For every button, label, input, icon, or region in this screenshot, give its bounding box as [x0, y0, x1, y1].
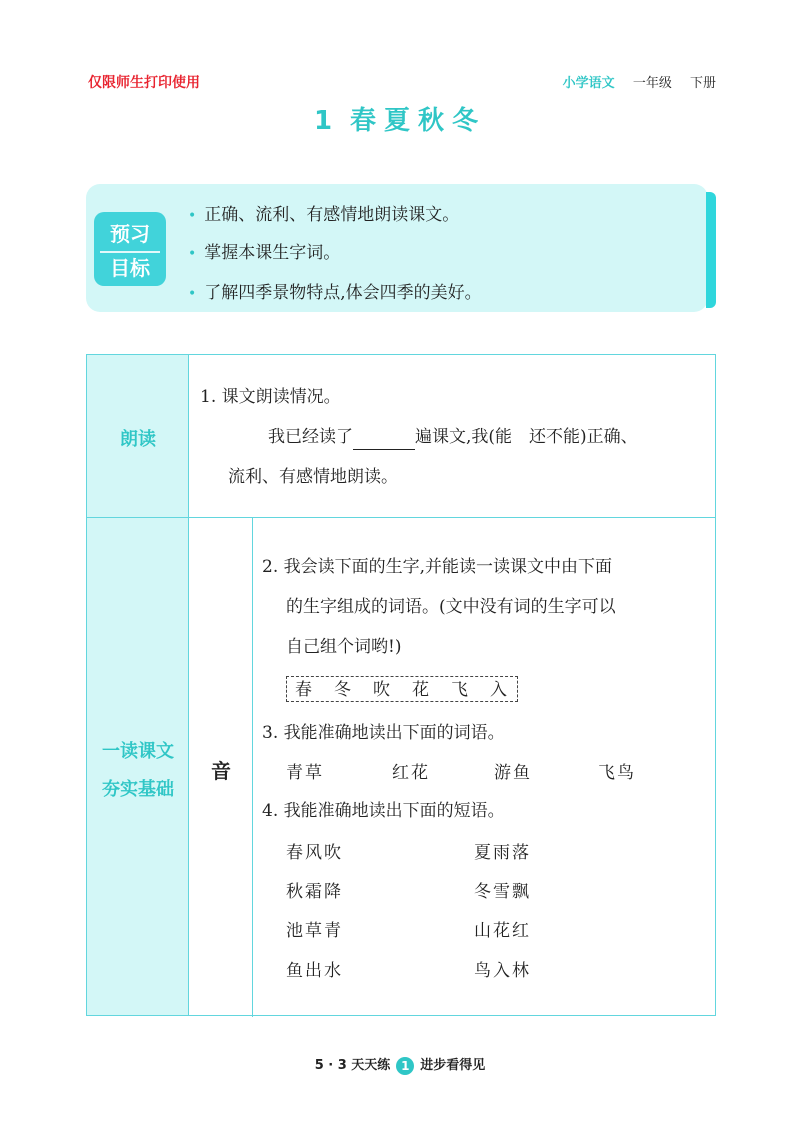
word-item: 飞鸟: [598, 763, 636, 783]
question-1-line1: 我已经读了 遍课文,我(能 还不能)正确、: [268, 424, 638, 450]
goal-item: • 正确、流利、有感情地朗读课文。: [188, 205, 460, 225]
footer-slogan: 进步看得见: [420, 1058, 486, 1073]
word-item: 青草: [286, 763, 324, 783]
volume-label: 下册: [689, 76, 716, 91]
read-count-blank[interactable]: [353, 431, 415, 450]
goals-side-stripe: [706, 192, 716, 308]
question-2-line1: 2. 我会读下面的生字,并能读一读课文中由下面: [262, 557, 613, 577]
question-2-line2: 的生字组成的词语。(文中没有词的生字可以: [286, 597, 616, 617]
phrase-item: 山花红: [474, 921, 531, 941]
phrase-item: 鱼出水: [286, 961, 343, 981]
sound-subcolumn: [189, 517, 253, 1017]
question-3-title: 3. 我能准确地读出下面的词语。: [262, 723, 505, 743]
goals-badge: [94, 212, 166, 286]
goal-item: • 了解四季景物特点,体会四季的美好。: [188, 283, 482, 303]
row-divider: [87, 517, 715, 518]
question-4-title: 4. 我能准确地读出下面的短语。: [262, 801, 505, 821]
section-basics-label: 一读课文 夯实基础: [102, 741, 174, 800]
sound-label: 音: [211, 759, 231, 783]
goal-item: • 掌握本课生字词。: [188, 243, 341, 263]
grade-label: 一年级: [632, 76, 672, 91]
phrase-item: 春风吹: [286, 843, 343, 863]
goals-badge-line1: 预习: [110, 222, 150, 246]
phrase-item: 秋霜降: [286, 882, 343, 902]
footer-brand: 5 · 3 天天练: [314, 1058, 391, 1073]
book-info: [563, 72, 716, 91]
question-1-title: 1. 课文朗读情况。: [200, 387, 341, 407]
print-notice: 仅限师生打印使用: [88, 75, 200, 91]
section-reading-label: 朗读: [120, 429, 156, 450]
subject-label: 小学语文: [562, 76, 615, 91]
lesson-number: 1: [313, 106, 333, 136]
page-footer: [0, 1054, 800, 1075]
phrase-item: 鸟入林: [474, 961, 531, 981]
word-item: 游鱼: [494, 763, 532, 783]
lesson-name: 春夏秋冬: [350, 106, 487, 136]
page-number-badge: 1: [396, 1057, 414, 1075]
word-item: 红花: [392, 763, 430, 783]
goals-badge-line2: 目标: [100, 251, 160, 283]
section-label-column: [87, 355, 189, 1015]
bullet-icon: •: [188, 208, 197, 224]
question-2-line3: 自己组个词哟!): [286, 637, 402, 657]
question-1-line2: 流利、有感情地朗读。: [228, 467, 398, 487]
phrase-item: 冬雪飘: [474, 882, 531, 902]
bullet-icon: •: [188, 286, 197, 302]
new-characters-box: 春冬吹花飞入: [286, 676, 518, 702]
lesson-title: [0, 100, 800, 137]
phrase-item: 池草青: [286, 921, 343, 941]
bullet-icon: •: [188, 246, 197, 262]
phrase-item: 夏雨落: [474, 843, 531, 863]
